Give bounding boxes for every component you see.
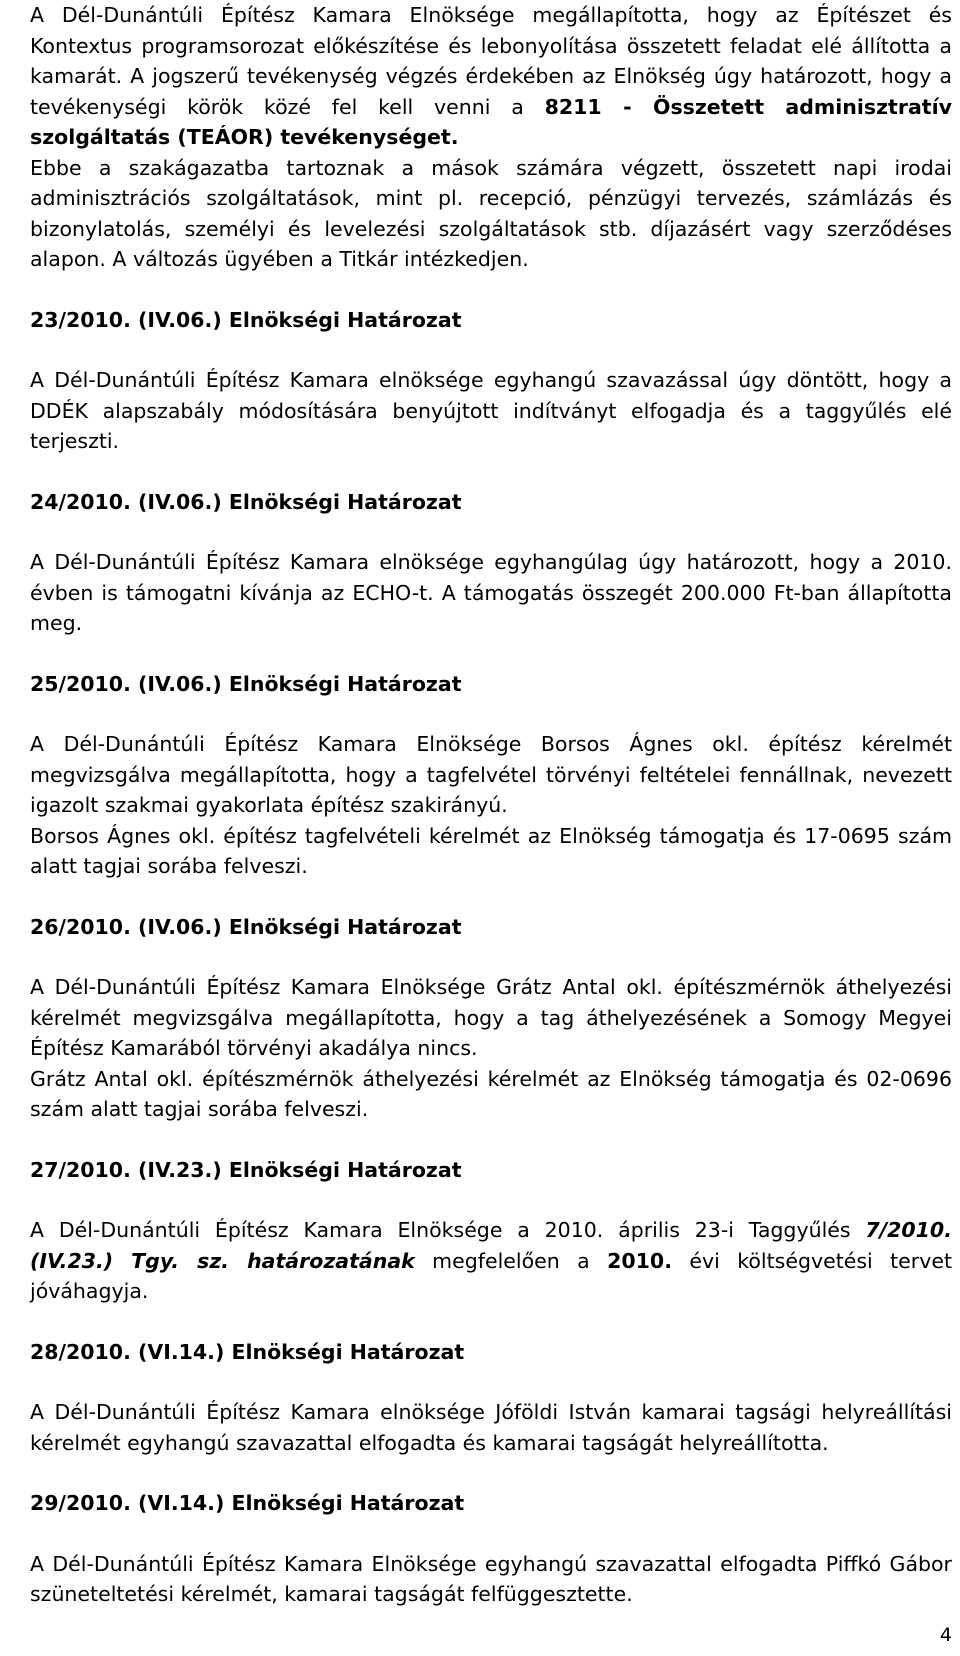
resolution-28 [30,1337,952,1459]
body-text: évi költségvetési tervet jóváhagyja. [30,1248,952,1303]
intro-section [30,0,952,275]
intro-text: A Dél-Dunántúli Építész Kamara Elnöksége megállapította, hogy az Építészet és Kontextus programsorozat előkészítése és lebonyolítása összetett feladat elé állította a kamarát. A jogszerű tevékenység végzés érdekében az Elnökség úgy határozott, hogy a tevékenységi körök közé fel kell venni a [30,3,952,119]
resolution-heading: 28/2010. (VI.14.) Elnökségi Határozat [30,1339,465,1364]
intro-paragraph-2: Ebbe a szakágazatba tartoznak a mások számára végzett, összetett napi irodai adminisztrációs szolgáltatások, mint pl. recepció, pénzügyi tervezés, számlázás és bizonylatolás, személyi és levelezési szolgáltatások stb. díjazásért vagy szerződéses alapon. A változás ügyében a Titkár intézkedjen. [30,155,952,271]
body-bold-text: 2010. [607,1248,672,1273]
resolution-body: A Dél-Dunántúli Építész Kamara elnöksége egyhangúlag úgy határozott, hogy a 2010. évben is támogatni kívánja az ECHO-t. A támogatás összegét 200.000 Ft-ban állapította meg. [30,550,952,635]
resolution-body: A Dél-Dunántúli Építész Kamara elnöksége egyhangú szavazással úgy döntött, hogy a DDÉK alapszabály módosítására benyújtott indítványt elfogadja és a taggyűlés elé terjeszti. [30,368,952,453]
resolution-heading: 24/2010. (IV.06.) Elnökségi Határozat [30,489,462,514]
resolution-26 [30,912,952,1125]
resolution-body: Grátz Antal okl. építészmérnök áthelyezési kérelmét az Elnökség támogatja és 02-0696 szám alatt tagjai sorába felveszi. [30,1066,952,1121]
body-text: A Dél-Dunántúli Építész Kamara Elnöksége a 2010. április 23-i Taggyűlés [30,1218,866,1242]
resolution-body: A Dél-Dunántúli Építész Kamara Elnöksége Borsos Ágnes okl. építész kérelmét megvizsgálva megállapította, hogy a tagfelvétel törvényi feltételei fennállnak, nevezett igazolt szakmai gyakorlata építész szakirányú. [30,732,952,817]
document-page [30,0,952,1610]
page-number: 4 [939,1624,952,1646]
body-text: megfelelően a [414,1248,608,1273]
resolution-23 [30,305,952,457]
resolution-heading: 26/2010. (IV.06.) Elnökségi Határozat [30,914,462,939]
resolution-heading: 23/2010. (IV.06.) Elnökségi Határozat [30,307,462,332]
resolution-heading: 27/2010. (IV.23.) Elnökségi Határozat [30,1157,462,1182]
resolution-heading: 29/2010. (VI.14.) Elnökségi Határozat [30,1491,465,1515]
resolution-27 [30,1155,952,1307]
resolution-body: A Dél-Dunántúli Építész Kamara Elnöksége egyhangú szavazattal elfogadta Piffkó Gábor szüneteltetési kérelmét, kamarai tagságát felfüggesztette. [30,1551,952,1606]
body-bold-italic-text: 7/2010. (IV.23.) Tgy. sz. határozatának [30,1218,952,1273]
resolution-29 [30,1488,952,1610]
resolution-body: Borsos Ágnes okl. építész tagfelvételi kérelmét az Elnökség támogatja és 17-0695 szám alatt tagjai sorába felveszi. [30,823,952,878]
resolution-body [30,1215,952,1307]
resolution-body: A Dél-Dunántúli Építész Kamara Elnöksége Grátz Antal okl. építészmérnök áthelyezési kérelmét megvizsgálva megállapította, hogy a tag áthelyezésének a Somogy Megyei Építész Kamarából törvényi akadálya nincs. [30,975,952,1060]
resolution-24 [30,487,952,639]
resolution-25 [30,669,952,882]
resolution-body: A Dél-Dunántúli Építész Kamara elnöksége Jóföldi István kamarai tagsági helyreállítási kérelmét egyhangú szavazattal elfogadta és kamarai tagságát helyreállította. [30,1400,952,1455]
resolution-heading: 25/2010. (IV.06.) Elnökségi Határozat [30,671,462,696]
intro-bold-text: 8211 - Összetett adminisztratív szolgáltatás (TEÁOR) tevékenységet. [30,94,952,149]
intro-paragraph-1 [30,0,952,153]
